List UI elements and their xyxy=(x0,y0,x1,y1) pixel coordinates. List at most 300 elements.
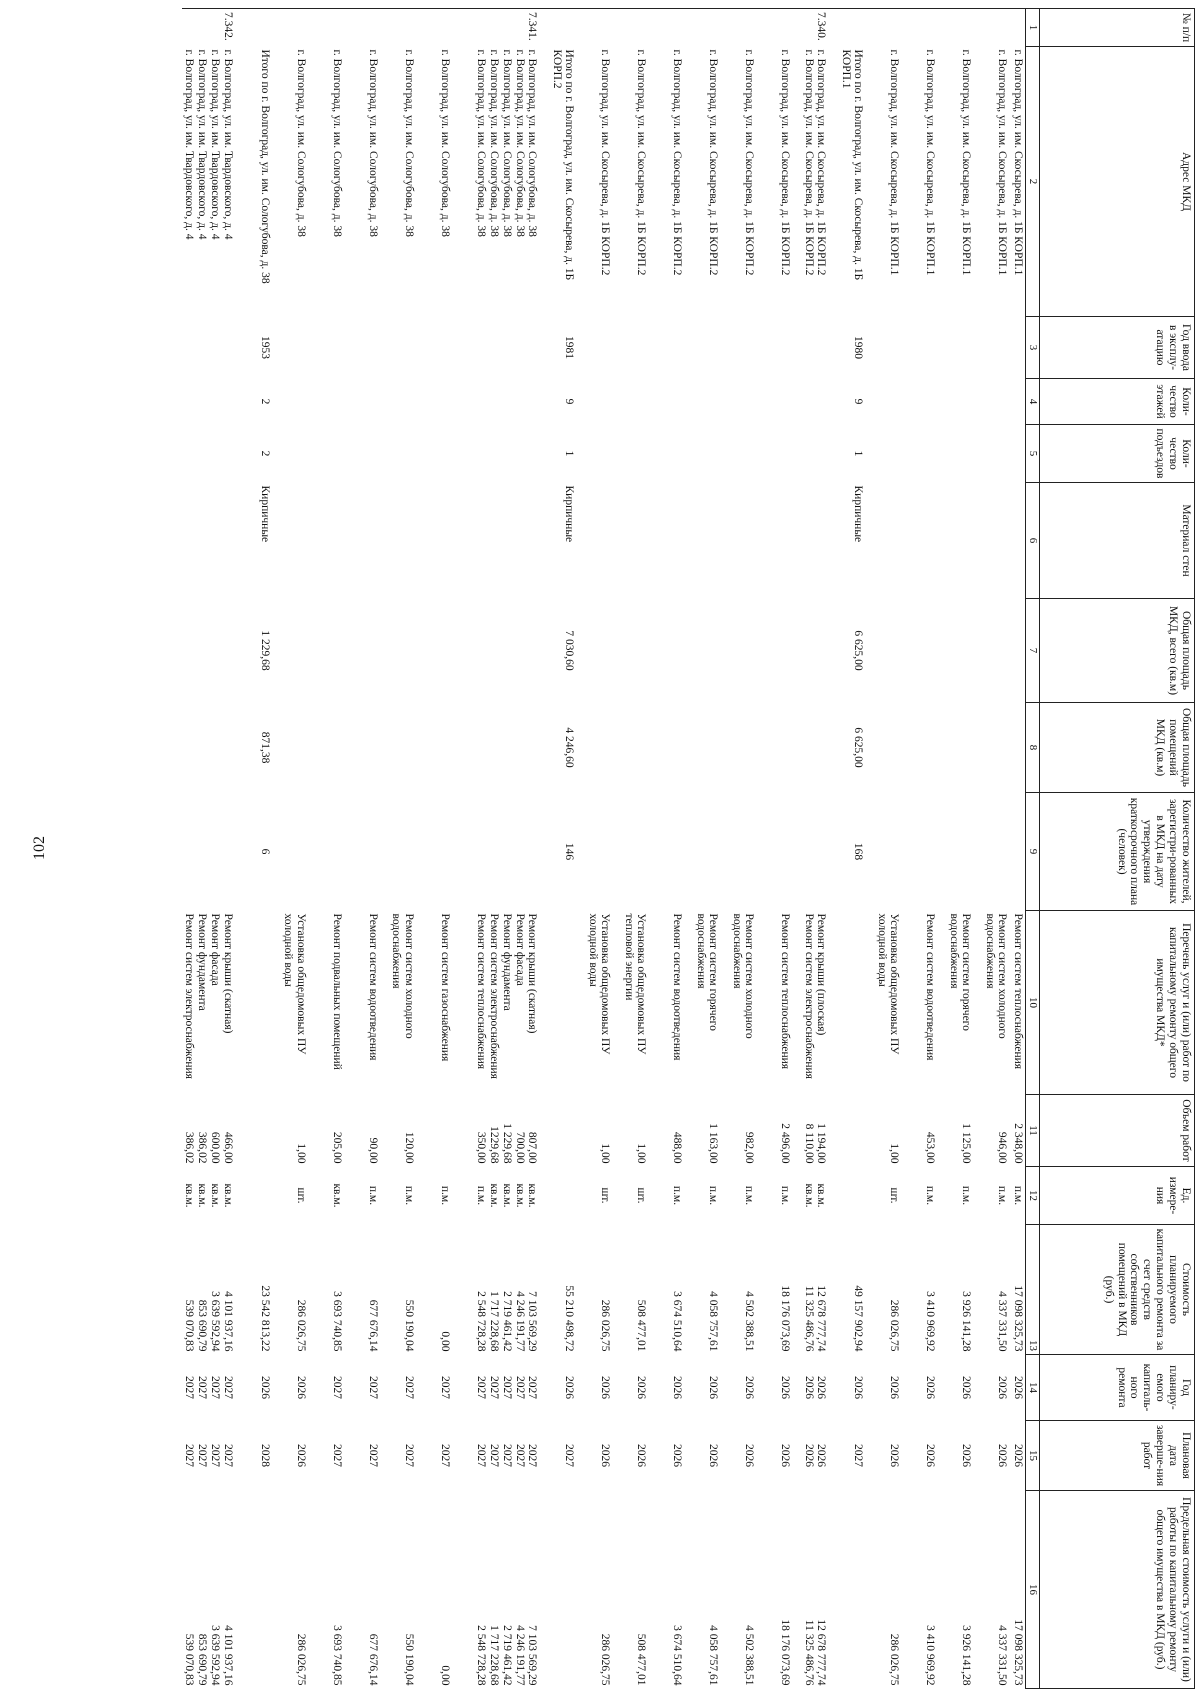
table-cell xyxy=(612,425,648,483)
table-cell xyxy=(973,425,1009,483)
table-cell xyxy=(415,793,451,911)
table-cell: 2027 xyxy=(852,1444,865,1467)
table-cell: 2026 xyxy=(259,1376,271,1399)
table-cell xyxy=(973,379,1009,425)
table-cell xyxy=(648,703,684,793)
table-cell xyxy=(901,793,937,911)
table-cell: 2026 xyxy=(924,1444,937,1467)
table-cell xyxy=(539,1095,576,1167)
table-row xyxy=(1009,9,1026,1689)
table-cell: п.м. xyxy=(439,1185,451,1206)
table-cell xyxy=(684,599,720,703)
table-cell: г. Волгоград, ул. им. Скосырева, д. 1Б КОРП.2 xyxy=(779,49,792,276)
table-cell xyxy=(343,9,379,47)
table-cell: 2 xyxy=(259,398,271,405)
table-cell: г. Волгоград, ул. им. Скосырева, д. 1Б КОРП.2 xyxy=(599,49,612,276)
table-cell: Ремонт крыши (скатная) Ремонт фасада Ремонт фундамента Ремонт систем электроснабжения xyxy=(487,913,539,1079)
table-cell xyxy=(612,379,648,425)
table-cell: Ремонт систем горячего водоснабжения xyxy=(694,913,720,1031)
table-cell: Ремонт систем водоотведения xyxy=(367,913,379,1061)
table-cell xyxy=(828,1095,865,1167)
table-cell xyxy=(937,703,973,793)
table-cell xyxy=(756,317,792,379)
table-cell: 466,00 600,00 386,02 386,02 xyxy=(183,1131,234,1164)
table-row xyxy=(415,9,451,1689)
table-cell: Ремонт систем горячего водоснабжения xyxy=(947,913,973,1031)
table-cell xyxy=(576,9,612,47)
header-cell: Материал стен xyxy=(1040,483,1195,599)
table-cell: шт. xyxy=(888,1187,901,1204)
table-cell xyxy=(415,599,451,703)
table-cell: 2026 xyxy=(563,1376,576,1399)
table-row xyxy=(792,9,828,1689)
header-cell: Адрес МКД xyxy=(1040,47,1195,317)
column-number: 7 xyxy=(1026,599,1040,703)
table-cell xyxy=(720,379,756,425)
header-cell: Плановая дата заверше-ния работ xyxy=(1040,1421,1195,1491)
table-cell: 453,00 xyxy=(924,1131,937,1164)
capital-repair-table xyxy=(183,8,1196,1689)
table-cell: Ремонт систем газоснабжения xyxy=(439,913,451,1062)
table-row xyxy=(720,9,756,1689)
table-cell: 12 678 777,74 11 325 486,76 xyxy=(802,1619,828,1686)
table-cell xyxy=(576,599,612,703)
table-cell: г. Волгоград, ул. им. Скосырева, д. 1Б КОРП.1 xyxy=(888,49,901,276)
table-cell: 9 xyxy=(563,398,576,405)
table-cell: 286 026,75 xyxy=(888,1633,901,1686)
total-row xyxy=(828,9,865,1689)
table-cell xyxy=(792,703,828,793)
table-cell xyxy=(539,911,576,1095)
table-cell: 2027 2027 2027 2027 xyxy=(183,1444,234,1467)
table-cell: 1 229,68 xyxy=(259,630,271,671)
table-cell: 2 548 728,28 xyxy=(475,1625,487,1686)
table-cell xyxy=(183,379,235,425)
table-cell: 2027 xyxy=(439,1444,451,1467)
table-cell xyxy=(307,317,343,379)
table-cell: Ремонт крыши (плоская) Ремонт систем электроснабжения xyxy=(802,913,828,1079)
table-cell: Установка общедомовых ПУ холодной воды xyxy=(586,913,612,1055)
table-cell xyxy=(792,425,828,483)
table-cell: п.м. xyxy=(779,1185,792,1206)
table-cell: 508 477,01 xyxy=(635,1633,648,1686)
table-cell xyxy=(307,793,343,911)
table-cell: 2026 xyxy=(1012,1444,1024,1467)
table-cell xyxy=(487,317,539,379)
header-cell: Общая площадь помещений МКД (кв.м) xyxy=(1040,703,1195,793)
table-cell: 2026 xyxy=(960,1444,973,1467)
table-cell: Ремонт систем водоотведения xyxy=(924,913,937,1061)
table-cell xyxy=(576,379,612,425)
table-cell: 2027 xyxy=(475,1444,487,1467)
table-cell: 550 190,04 xyxy=(403,1633,415,1686)
table-cell: 1,00 xyxy=(635,1143,648,1164)
table-cell: г. Волгоград, ул. им. Сологубова, д. 38 xyxy=(295,49,307,237)
table-cell xyxy=(539,1167,576,1225)
table-cell: 9 xyxy=(852,398,865,405)
table-cell xyxy=(648,425,684,483)
table-cell xyxy=(684,793,720,911)
table-cell: 4 337 331,50 xyxy=(996,1291,1009,1352)
table-cell: 7.340. xyxy=(815,12,828,41)
table-cell xyxy=(720,9,756,47)
table-cell: Ремонт систем теплоснабжения xyxy=(779,913,792,1070)
table-cell xyxy=(792,317,828,379)
table-cell xyxy=(487,793,539,911)
table-cell xyxy=(451,425,487,483)
table-cell xyxy=(865,599,901,703)
table-cell xyxy=(451,317,487,379)
table-cell: 2 348,00 xyxy=(1012,1123,1024,1164)
table-cell xyxy=(379,793,415,911)
table-cell xyxy=(234,1491,271,1689)
table-body xyxy=(183,9,1026,1689)
table-cell: 6 xyxy=(259,848,271,855)
table-cell: 1 163,00 xyxy=(707,1123,720,1164)
table-cell xyxy=(901,379,937,425)
table-cell: 2026 xyxy=(599,1376,612,1399)
table-cell xyxy=(901,483,937,599)
table-cell: 2 548 728,28 xyxy=(475,1291,487,1352)
table-row xyxy=(379,9,415,1689)
table-cell xyxy=(487,379,539,425)
table-cell: 3 410 969,92 xyxy=(924,1625,937,1686)
table-cell xyxy=(828,911,865,1095)
column-number: 13 xyxy=(1026,1225,1040,1355)
column-number: 8 xyxy=(1026,703,1040,793)
table-cell: 3 410 969,92 xyxy=(924,1291,937,1352)
table-cell: г. Волгоград, ул. им. Скосырева, д. 1Б КОРП.2 xyxy=(635,49,648,276)
table-row xyxy=(865,9,901,1689)
table-cell: 2027 xyxy=(439,1376,451,1399)
table-cell: 3 693 740,85 xyxy=(331,1291,343,1352)
table-cell xyxy=(576,483,612,599)
table-cell: 7.341. xyxy=(526,12,539,41)
table-cell xyxy=(792,793,828,911)
table-cell xyxy=(487,483,539,599)
table-cell: п.м. xyxy=(1012,1185,1024,1206)
table-cell xyxy=(271,483,307,599)
table-cell: 2027 2027 2027 2027 xyxy=(183,1376,234,1399)
table-row xyxy=(183,9,235,1689)
header-cell: Год ввода в эксплу-атацию xyxy=(1040,317,1195,379)
table-cell xyxy=(343,379,379,425)
table-cell xyxy=(756,379,792,425)
table-cell xyxy=(901,425,937,483)
table-cell xyxy=(684,703,720,793)
table-cell xyxy=(415,379,451,425)
table-cell xyxy=(756,483,792,599)
table-cell: 2026 xyxy=(924,1376,937,1399)
table-cell xyxy=(307,599,343,703)
table-cell xyxy=(487,599,539,703)
table-cell xyxy=(756,425,792,483)
table-cell: Ремонт систем теплоснабжения xyxy=(1012,913,1024,1070)
table-cell: 1,00 xyxy=(599,1143,612,1164)
table-cell xyxy=(937,425,973,483)
table-cell: Установка общедомовых ПУ холодной воды xyxy=(282,913,307,1055)
table-cell xyxy=(901,703,937,793)
table-cell xyxy=(612,793,648,911)
table-cell xyxy=(973,793,1009,911)
table-cell: шт. xyxy=(599,1187,612,1204)
table-cell: 17 098 325,73 xyxy=(1012,1619,1024,1686)
table-cell: Кирпичные xyxy=(259,485,271,543)
column-number: 10 xyxy=(1026,911,1040,1095)
table-cell xyxy=(648,379,684,425)
table-cell: г. Волгоград, ул. им. Скосырева, д. 1Б КОРП.1 xyxy=(960,49,973,276)
table-cell xyxy=(183,425,235,483)
table-cell xyxy=(379,9,415,47)
table-cell: 1981 xyxy=(563,336,576,359)
table-cell: 2026 xyxy=(779,1444,792,1467)
table-row xyxy=(901,9,937,1689)
table-cell: 871,38 xyxy=(259,731,271,764)
column-number: 12 xyxy=(1026,1167,1040,1225)
table-cell xyxy=(756,703,792,793)
column-number: 5 xyxy=(1026,425,1040,483)
table-cell xyxy=(539,1491,576,1689)
table-cell xyxy=(720,317,756,379)
table-cell xyxy=(451,599,487,703)
table-cell xyxy=(756,793,792,911)
table-cell: 2026 xyxy=(635,1376,648,1399)
table-cell xyxy=(720,483,756,599)
table-cell: Ремонт систем водоотведения xyxy=(671,913,684,1061)
table-cell xyxy=(343,483,379,599)
table-cell: 3 926 141,28 xyxy=(960,1291,973,1352)
table-cell: 2026 xyxy=(671,1444,684,1467)
table-cell: 2026 xyxy=(635,1444,648,1467)
table-cell: 807,00 700,00 1 229,68 1229,68 xyxy=(487,1123,539,1164)
table-row xyxy=(973,9,1009,1689)
column-number: 16 xyxy=(1026,1491,1040,1689)
column-number: 9 xyxy=(1026,793,1040,911)
table-cell: 2026 xyxy=(960,1376,973,1399)
table-cell: 49 157 902,94 xyxy=(852,1285,865,1352)
table-cell: г. Волгоград, ул. им. Сологубова, д. 38 xyxy=(439,49,451,237)
table-cell: п.м. xyxy=(743,1185,756,1206)
table-cell: г. Волгоград, ул. им. Скосырева, д. 1Б КОРП.2 xyxy=(671,49,684,276)
table-cell: Итого по г. Волгоград, ул. им. Скосырева, д. 1Б КОРП.1 xyxy=(839,49,865,281)
table-cell xyxy=(612,483,648,599)
table-cell: г. Волгоград, ул. им. Сологубова, д. 38 xyxy=(331,49,343,237)
table-cell xyxy=(901,599,937,703)
table-cell: 677 676,14 xyxy=(367,1299,379,1352)
table-cell: 2027 xyxy=(331,1444,343,1467)
table-cell xyxy=(576,317,612,379)
table-cell xyxy=(828,9,865,47)
table-cell xyxy=(1009,9,1026,47)
header-cell: Количество жителей, зарегистри-рованных в МКД на дату утверждения краткосрочного плана (человек) xyxy=(1040,793,1195,911)
table-cell xyxy=(576,793,612,911)
table-cell: 2026 xyxy=(743,1444,756,1467)
table-cell: 6 625,00 xyxy=(852,727,865,768)
table-cell xyxy=(973,317,1009,379)
table-cell: 2026 xyxy=(743,1376,756,1399)
table-cell xyxy=(415,483,451,599)
table-cell xyxy=(343,599,379,703)
table-cell: 7 103 569,29 4 246 191,77 2 719 461,42 1 717 228,68 xyxy=(487,1625,539,1686)
table-cell: 55 210 498,72 xyxy=(563,1285,576,1352)
column-number: 11 xyxy=(1026,1095,1040,1167)
table-cell xyxy=(756,599,792,703)
rotated-table-page xyxy=(20,8,1195,1688)
table-cell xyxy=(865,9,901,47)
table-cell: 6 625,00 xyxy=(852,630,865,671)
table-cell xyxy=(415,425,451,483)
table-cell: 286 026,75 xyxy=(599,1299,612,1352)
table-cell xyxy=(684,379,720,425)
column-number: 6 xyxy=(1026,483,1040,599)
table-cell xyxy=(937,793,973,911)
column-number-row xyxy=(1026,9,1040,1689)
table-cell xyxy=(684,483,720,599)
table-cell xyxy=(379,483,415,599)
table-cell: 1 125,00 xyxy=(960,1123,973,1164)
table-cell xyxy=(973,703,1009,793)
table-cell: 3 674 510,64 xyxy=(671,1625,684,1686)
table-cell xyxy=(415,703,451,793)
table-cell xyxy=(720,793,756,911)
table-cell xyxy=(684,9,720,47)
table-cell xyxy=(379,425,415,483)
table-cell: Итого по г. Волгоград, ул. им. Скосырева, д. 1Б КОРП.2 xyxy=(550,49,576,281)
header-cell: № п/п xyxy=(1040,9,1195,47)
table-cell: 2026 xyxy=(1012,1376,1024,1399)
table-cell xyxy=(343,425,379,483)
table-cell xyxy=(828,1167,865,1225)
table-cell xyxy=(379,379,415,425)
table-cell xyxy=(792,483,828,599)
table-cell: г. Волгоград, ул. им. Сологубова, д. 38 xyxy=(475,49,487,237)
table-cell xyxy=(612,9,648,47)
table-cell xyxy=(487,425,539,483)
table-cell: п.м. xyxy=(367,1185,379,1206)
table-row xyxy=(307,9,343,1689)
table-cell xyxy=(865,703,901,793)
table-cell xyxy=(271,317,307,379)
table-cell: 2026 2026 xyxy=(802,1376,828,1399)
table-cell: п.м. xyxy=(403,1185,415,1206)
table-cell xyxy=(612,317,648,379)
table-cell xyxy=(792,599,828,703)
table-cell xyxy=(576,703,612,793)
table-cell: г. Волгоград, ул. им. Скосырева, д. 1Б КОРП.2 г. Волгоград, ул. им. Скосырева, д. 1Б КОРП.2 xyxy=(802,49,828,276)
table-cell xyxy=(451,9,487,47)
table-cell: 2027 xyxy=(403,1444,415,1467)
table-cell: 2027 xyxy=(563,1444,576,1467)
table-cell: 2027 xyxy=(367,1444,379,1467)
table-cell xyxy=(487,703,539,793)
table-cell: 2026 xyxy=(996,1444,1009,1467)
table-cell: п.м. xyxy=(996,1185,1009,1206)
table-cell xyxy=(271,9,307,47)
table-cell xyxy=(648,9,684,47)
table-cell: 982,00 xyxy=(743,1131,756,1164)
table-cell xyxy=(307,379,343,425)
table-cell xyxy=(1009,599,1026,703)
table-cell: 1 xyxy=(852,450,865,457)
table-cell: кв.м. xyxy=(331,1183,343,1208)
table-cell xyxy=(720,703,756,793)
table-cell xyxy=(379,703,415,793)
table-cell: Установка общедомовых ПУ тепловой энергии xyxy=(622,913,648,1055)
table-cell xyxy=(379,599,415,703)
table-cell: г. Волгоград, ул. им. Сологубова, д. 38 xyxy=(403,49,415,237)
header-cell: Коли-чество подъездов xyxy=(1040,425,1195,483)
table-cell xyxy=(183,317,235,379)
table-cell xyxy=(684,317,720,379)
table-cell: 18 176 073,69 xyxy=(779,1619,792,1686)
table-cell: 2026 xyxy=(888,1444,901,1467)
table-cell xyxy=(539,9,576,47)
table-cell xyxy=(343,703,379,793)
table-cell: п.м. xyxy=(960,1185,973,1206)
table-cell: 2028 xyxy=(259,1444,271,1467)
table-cell xyxy=(271,379,307,425)
table-cell: 286 026,75 xyxy=(295,1633,307,1686)
table-cell: 2026 xyxy=(996,1376,1009,1399)
table-cell xyxy=(234,1095,271,1167)
table-cell: 2026 xyxy=(888,1376,901,1399)
table-cell xyxy=(451,703,487,793)
table-cell xyxy=(865,793,901,911)
table-cell xyxy=(937,599,973,703)
table-row xyxy=(576,9,612,1689)
table-cell xyxy=(183,703,235,793)
table-cell xyxy=(612,703,648,793)
table-cell xyxy=(828,1491,865,1689)
table-row xyxy=(343,9,379,1689)
table-cell: 4 101 937,16 3 639 592,94 853 690,79 539 070,83 xyxy=(183,1291,234,1352)
table-cell: 2026 xyxy=(295,1444,307,1467)
table-row xyxy=(612,9,648,1689)
table-cell: 286 026,75 xyxy=(295,1299,307,1352)
table-cell: 2026 2026 xyxy=(802,1444,828,1467)
table-cell: 350,00 xyxy=(475,1131,487,1164)
header-cell: Коли-чество этажей xyxy=(1040,379,1195,425)
table-cell: шт. xyxy=(635,1187,648,1204)
table-cell xyxy=(307,9,343,47)
table-cell: 2027 xyxy=(403,1376,415,1399)
table-cell: 7.342. xyxy=(222,12,234,41)
table-cell: 146 xyxy=(563,842,576,861)
table-cell xyxy=(792,379,828,425)
table-cell xyxy=(271,425,307,483)
table-cell: 4 101 937,16 3 639 592,94 853 690,79 539 070,83 xyxy=(183,1625,234,1686)
table-cell xyxy=(451,793,487,911)
table-cell: Итого по г. Волгоград, ул. им. Сологубова, д. 38 xyxy=(259,49,271,284)
table-cell: п.м. xyxy=(924,1185,937,1206)
header-row xyxy=(1040,9,1195,1689)
table-cell: 286 026,75 xyxy=(599,1633,612,1686)
table-cell xyxy=(973,9,1009,47)
table-cell: Установка общедомовых ПУ холодной воды xyxy=(875,913,901,1055)
table-cell: 3 926 141,28 xyxy=(960,1625,973,1686)
table-cell xyxy=(865,425,901,483)
table-cell: г. Волгоград, ул. им. Скосырева, д. 1Б КОРП.2 xyxy=(707,49,720,276)
table-cell: 2026 xyxy=(852,1376,865,1399)
table-cell: г. Волгоград, ул. им. Скосырева, д. 1Б КОРП.1 xyxy=(1012,49,1024,276)
table-cell xyxy=(415,317,451,379)
table-cell xyxy=(648,483,684,599)
table-cell xyxy=(451,483,487,599)
table-cell: Ремонт крыши (скатная) Ремонт фасада Ремонт фундамента Ремонт систем электроснабжения xyxy=(183,913,234,1079)
table-cell xyxy=(937,483,973,599)
total-row xyxy=(234,9,271,1689)
table-cell: 0,00 xyxy=(439,1331,451,1352)
